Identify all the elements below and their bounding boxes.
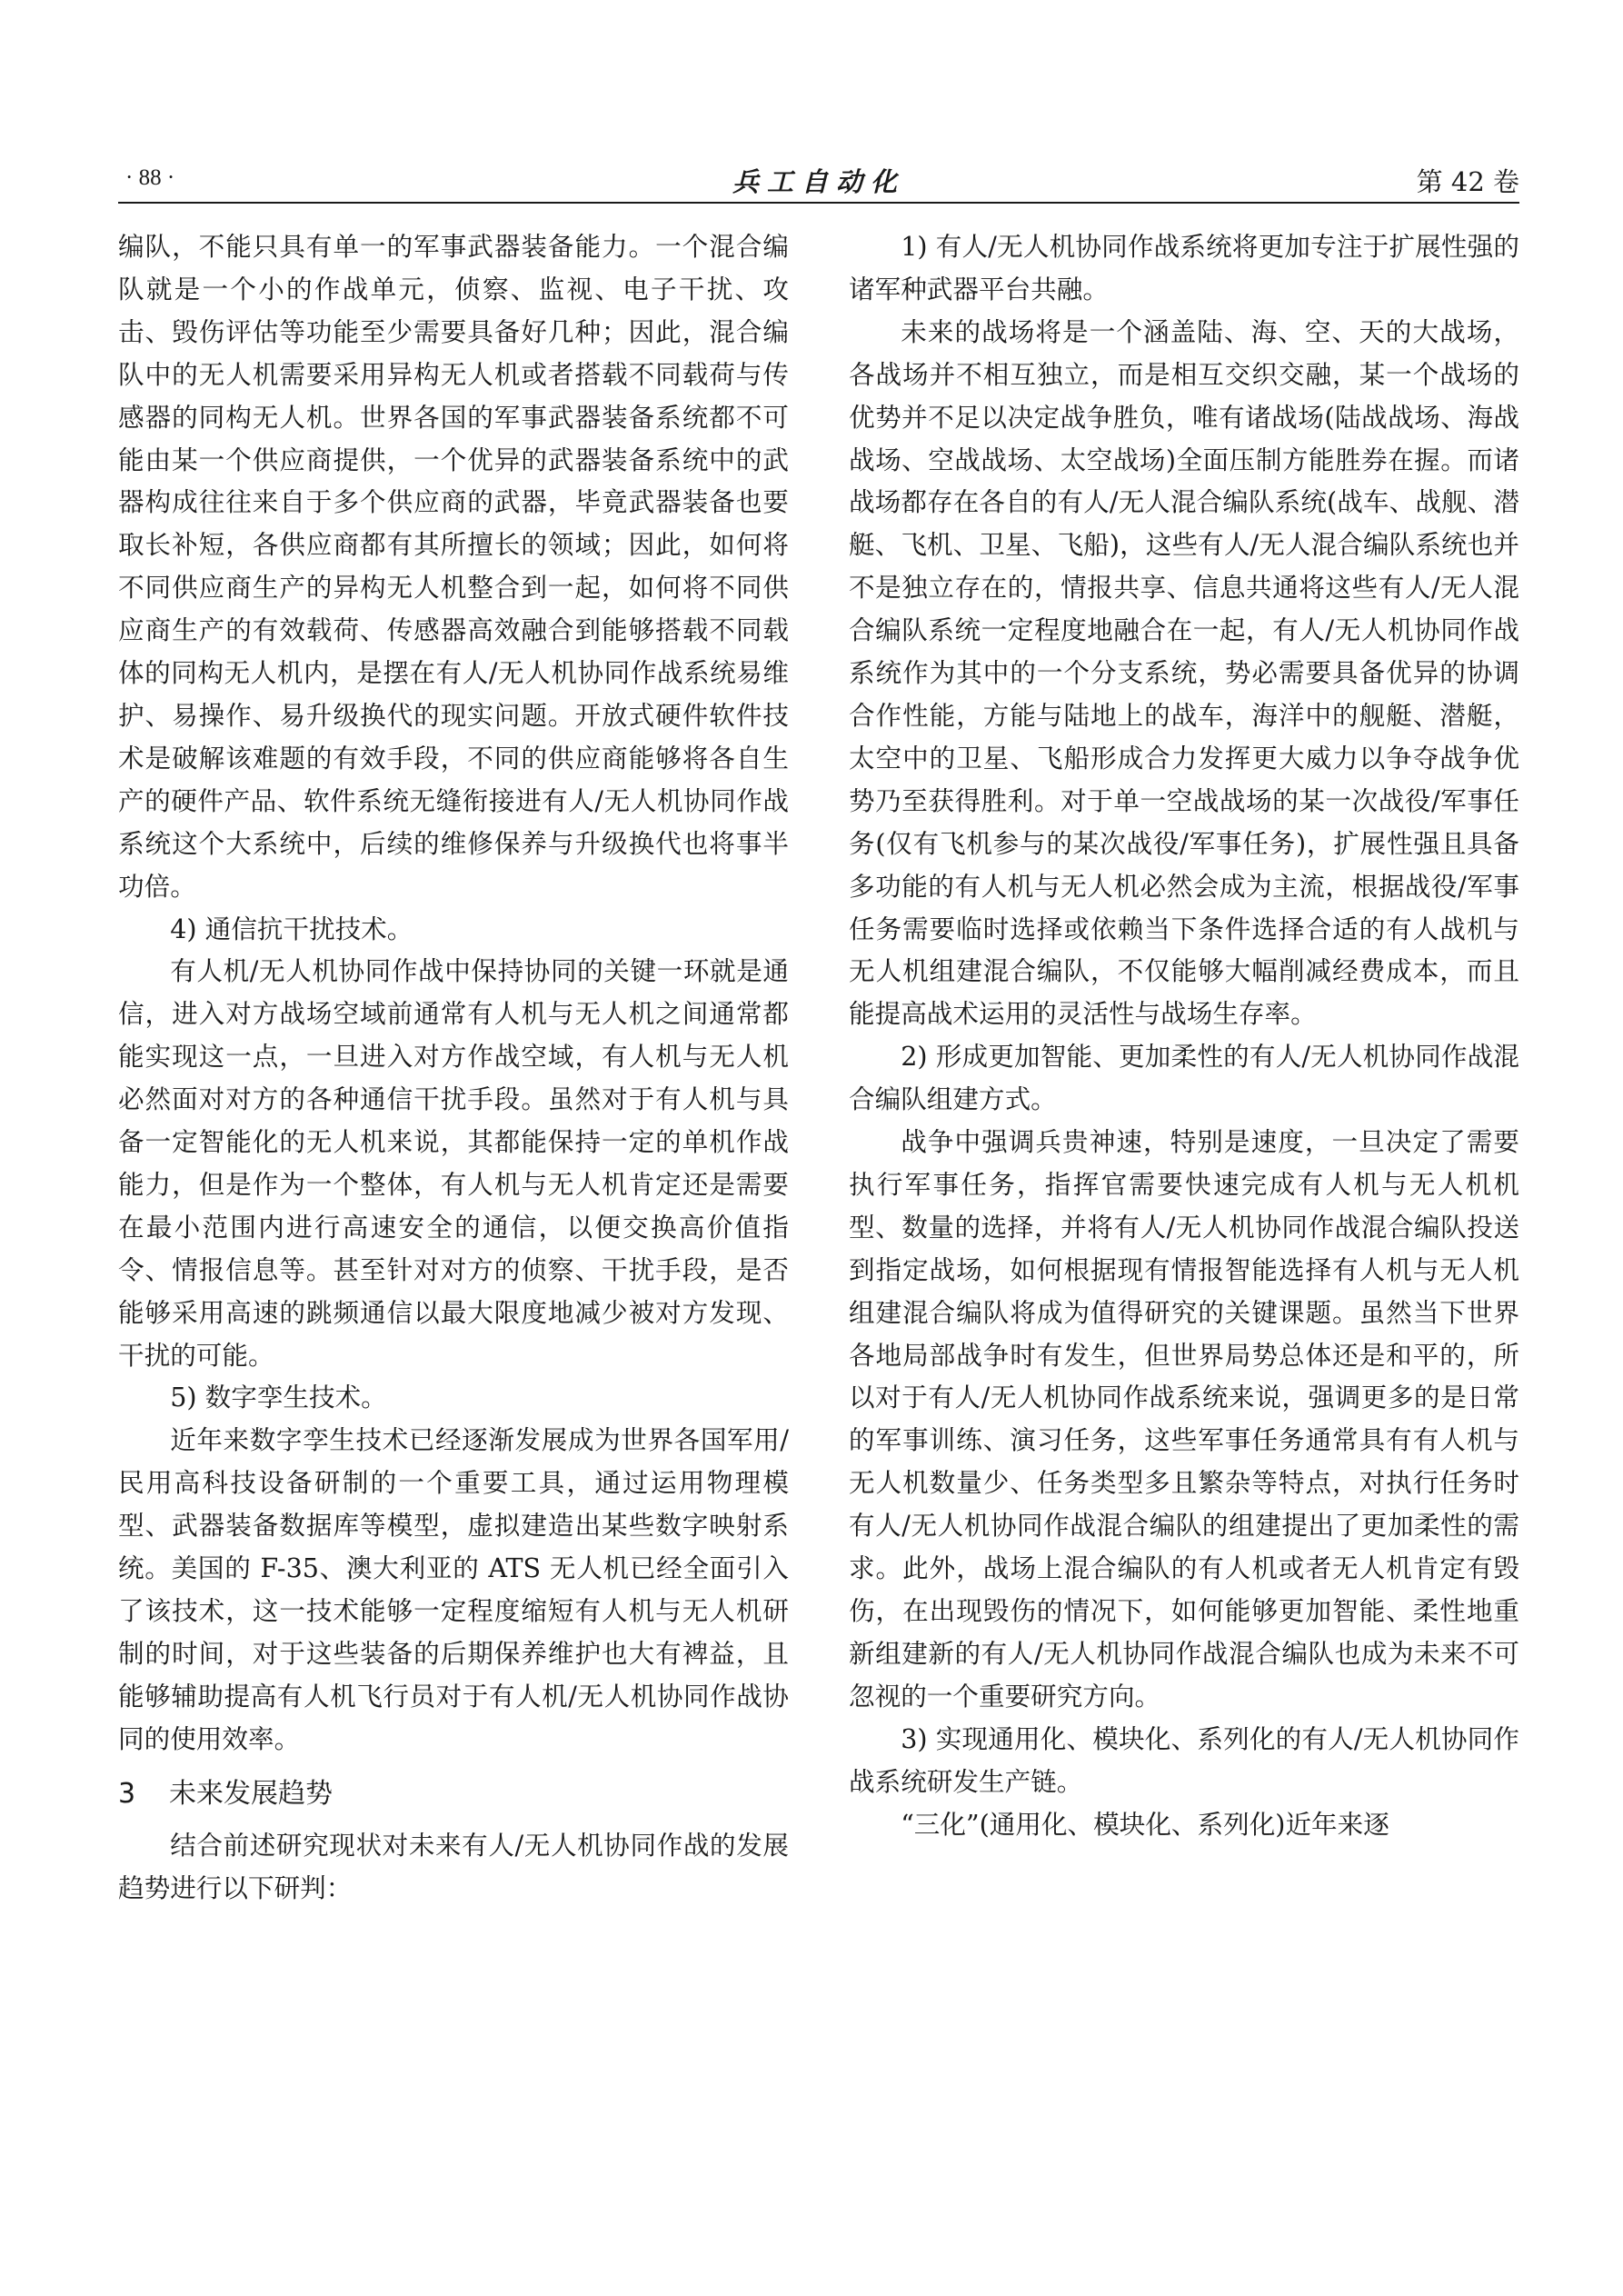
section-heading [118,1773,789,1815]
header-rule [118,202,1519,204]
paragraph: 未来的战场将是一个涵盖陆、海、空、天的大战场，各战场并不相互独立，而是相互交织交融，某一个战场的优势并不足以决定战争胜负，唯有诸战场(陆战战场、海战战场、空战战场、太空战场)全面压制方能胜券在握。而诸战场都存在各自的有人/无人混合编队系统(战车、战舰、潜艇、飞机、卫星、飞船)，这些有人/无人混合编队系统也并不是独立存在的，情报共享、信息共通将这些有人/无人混合编队系统一定程度地融合在一起，有人/无人机协同作战系统作为其中的一个分支系统，势必需要具备优异的协调合作性能，方能与陆地上的战车，海洋中的舰艇、潜艇，太空中的卫星、飞船形成合力发挥更大威力以争夺战争优势乃至获得胜利。对于单一空战战场的某一次战役/军事任务(仅有飞机参与的某次战役/军事任务)，扩展性强且具备多功能的有人机与无人机必然会成为主流，根据战役/军事任务需要临时选择或依赖当下条件选择合适的有人战机与无人机组建混合编队，不仅能够大幅削减经费成本，而且能提高战术运用的灵活性与战场生存率。 [849,315,1519,1030]
paragraph: “三化”(通用化、模块化、系列化)近年来逐 [901,1808,1389,1840]
list-item-heading: 5) 数字孪生技术。 [170,1382,387,1413]
list-item-heading: 4) 通信抗干扰技术。 [170,913,413,944]
running-header [118,162,1519,204]
list-item: 3) 实现通用化、模块化、系列化的有人/无人机协同作战系统研发生产链。 [849,1722,1519,1797]
page-number: · 88 · [125,165,175,190]
paragraph: 近年来数字孪生技术已经逐渐发展成为世界各国军用/民用高科技设备研制的一个重要工具，通过运用物理模型、武器装备数据库等模型，虚拟建造出某些数字映射系统。美国的 F-35、澳大利亚的 ATS 无人机已经全面引入了该技术，这一技术能够一定程度缩短有人机与无人机研制的时间，对于这些装备的后期保养维护也大有裨益，且能够辅助提高有人机飞行员对于有人机/无人机协同作战协同的使用效率。 [118,1424,789,1754]
list-item: 1) 有人/无人机协同作战系统将更加专注于扩展性强的诸军种武器平台共融。 [849,231,1519,304]
paragraph: 战争中强调兵贵神速，特别是速度，一旦决定了需要执行军事任务，指挥官需要快速完成有人机与无人机机型、数量的选择，并将有人/无人机协同作战混合编队投送到指定战场，如何根据现有情报智能选择有人机与无人机组建混合编队将成为值得研究的关键课题。虽然当下世界各地局部战争时有发生，但世界局势总体还是和平的，所以对于有人/无人机协同作战系统来说，强调更多的是日常的军事训练、演习任务，这些军事任务通常具有有人机与无人机数量少、任务类型多且繁杂等特点，对执行任务时有人/无人机协同作战混合编队的组建提出了更加柔性的需求。此外，战场上混合编队的有人机或者无人机肯定有毁伤，在出现毁伤的情况下，如何能够更加智能、柔性地重新组建新的有人/无人机协同作战混合编队也成为未来不可忽视的一个重要研究方向。 [849,1126,1519,1712]
paragraph: 有人机/无人机协同作战中保持协同的关键一环就是通信，进入对方战场空域前通常有人机与无人机之间通常都能实现这一点，一旦进入对方作战空域，有人机与无人机必然面对对方的各种通信干扰手段。虽然对于有人机与具备一定智能化的无人机来说，其都能保持一定的单机作战能力，但是作为一个整体，有人机与无人机肯定还是需要在最小范围内进行高速安全的通信，以便交换高价值指令、情报信息等。甚至针对对方的侦察、干扰手段，是否能够采用高速的跳频通信以最大限度地减少被对方发现、干扰的可能。 [118,955,789,1371]
paragraph: 结合前述研究现状对未来有人/无人机协同作战的发展趋势进行以下研判： [118,1829,789,1903]
paragraph: 编队，不能只具有单一的军事武器装备能力。一个混合编队就是一个小的作战单元，侦察、监视、电子干扰、攻击、毁伤评估等功能至少需要具备好几种；因此，混合编队中的无人机需要采用异构无人机或者搭载不同载荷与传感器的同构无人机。世界各国的军事武器装备系统都不可能由某一个供应商提供，一个优异的武器装备系统中的武器构成往往来自于多个供应商的武器，毕竟武器装备也要取长补短，各供应商都有其所擅长的领域；因此，如何将不同供应商生产的异构无人机整合到一起，如何将不同供应商生产的有效载荷、传感器高效融合到能够搭载不同载体的同构无人机内，是摆在有人/无人机协同作战系统易维护、易操作、易升级换代的现实问题。开放式硬件软件技术是破解该难题的有效手段，不同的供应商能够将各自生产的硬件产品、软件系统无缝衔接进有人/无人机协同作战系统这个大系统中，后续的维修保养与升级换代也将事半功倍。 [118,231,789,902]
section-title: 未来发展趋势 [169,1777,333,1810]
list-item: 2) 形成更加智能、更加柔性的有人/无人机协同作战混合编队组建方式。 [849,1041,1519,1115]
journal-name: 兵工自动化 [732,166,905,197]
section-number: 3 [118,1777,136,1810]
volume-label: 第 42 卷 [1416,166,1519,197]
left-column [118,225,789,1909]
right-column [849,225,1519,1845]
